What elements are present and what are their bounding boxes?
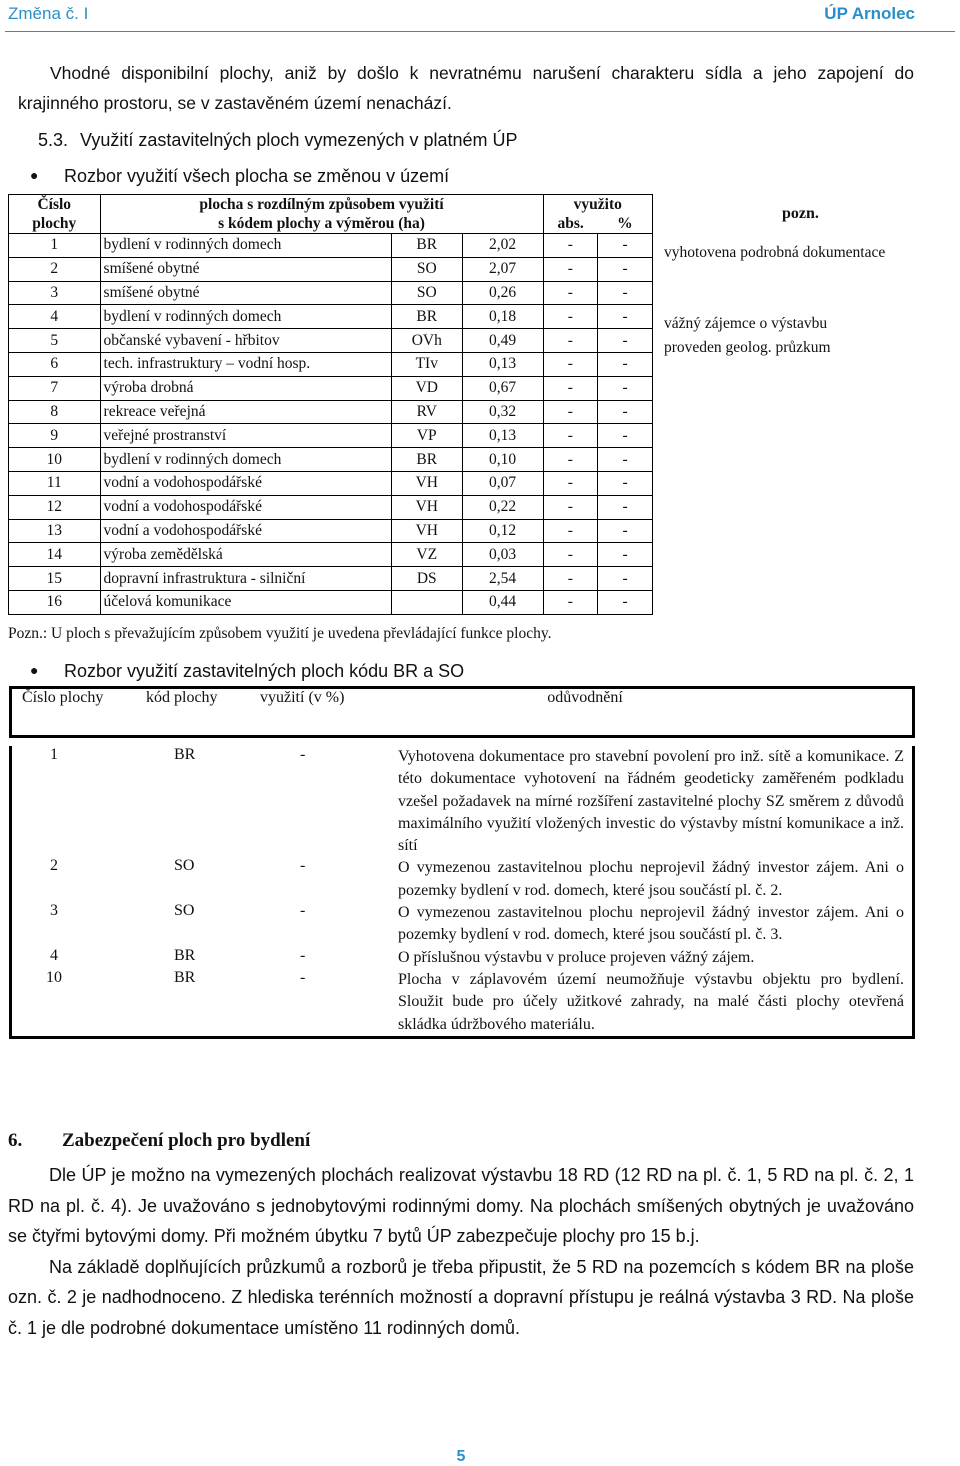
table-row <box>9 590 653 614</box>
cell-abs: - <box>543 590 598 614</box>
cell-number: 1 <box>11 746 147 857</box>
table-row <box>9 281 653 305</box>
section-number: 6. <box>8 1130 23 1151</box>
bullet-1-text: Rozbor využití všech plocha se změnou v území <box>64 166 450 186</box>
cell-area: 0,67 <box>462 376 543 400</box>
cell-pct: - <box>598 376 653 400</box>
section-6-heading <box>8 1130 310 1152</box>
cell-code: SO <box>174 857 195 875</box>
row-note: vážný zájemce o výstavbu <box>664 315 828 333</box>
table-row <box>9 400 653 424</box>
bullet-icon: ● <box>30 167 39 183</box>
cell-area: 0,13 <box>462 424 543 448</box>
bullet-icon: ● <box>30 662 39 678</box>
table-row <box>9 352 653 376</box>
table-row <box>11 902 914 947</box>
paragraph: Na základě doplňujících průzkumů a rozborů je třeba připustit, že 5 RD na pozemcích s kódem BR na ploše ozn. č. 2 je nadhodnoceno. Z hlediska terénních možností a dopravní přístupu je reálná výstavba 3 RD. Na ploše č. 1 je dle podrobné dokumentace umístěno 11 rodinných domů. <box>8 1256 914 1338</box>
cell-abs: - <box>543 329 598 353</box>
br-so-table <box>9 686 915 1039</box>
cell-plot-name: občanské vybavení - hřbitov <box>100 329 391 353</box>
cell-plot-name: vodní a vodohospodářské <box>100 519 391 543</box>
cell-number: 9 <box>9 424 101 448</box>
bullet-2 <box>30 661 464 682</box>
cell-number: 4 <box>9 305 101 329</box>
cell-abs: - <box>543 305 598 329</box>
cell-pct: - <box>598 352 653 376</box>
cell-number: 10 <box>9 448 101 472</box>
page-header <box>0 2 960 30</box>
cell-code: DS <box>392 567 463 591</box>
cell-abs: - <box>543 471 598 495</box>
cell-number: 8 <box>9 400 101 424</box>
cell-plot-name: smíšené obytné <box>100 281 391 305</box>
table-row <box>9 567 653 591</box>
cell-code: TIv <box>392 352 463 376</box>
col-header-use: využití (v %) <box>260 688 398 737</box>
cell-area: 0,26 <box>462 281 543 305</box>
cell-area: 0,12 <box>462 519 543 543</box>
cell-plot-name: veřejné prostranství <box>100 424 391 448</box>
cell-number: 4 <box>11 947 147 969</box>
cell-number: 15 <box>9 567 101 591</box>
cell-abs: - <box>543 281 598 305</box>
table-row <box>9 543 653 567</box>
cell-code: SO <box>392 281 463 305</box>
cell-code: BR <box>392 305 463 329</box>
section-6-body <box>8 1160 914 1343</box>
cell-plot-name: vodní a vodohospodářské <box>100 471 391 495</box>
col-header-note: pozn. <box>782 205 819 222</box>
cell-plot-name: výroba drobná <box>100 376 391 400</box>
cell-code: BR <box>392 234 463 258</box>
cell-use: - <box>300 946 306 964</box>
table-header-row <box>11 688 914 737</box>
table-row <box>9 471 653 495</box>
cell-plot-name: bydlení v rodinných domech <box>100 448 391 472</box>
cell-area: 0,22 <box>462 495 543 519</box>
cell-abs: - <box>543 400 598 424</box>
header-right: ÚP Arnolec <box>824 4 915 23</box>
cell-number: 13 <box>9 519 101 543</box>
cell-number: 3 <box>11 902 147 947</box>
cell-use: - <box>300 857 306 875</box>
cell-reason: Plocha v záplavovém území neumožňuje výstavbu objektu pro bydlení. Sloužit bude pro účely užitkové zahrady, na malé části plochy otevřená skládka údržbového materiálu. <box>398 969 914 1037</box>
cell-pct: - <box>598 257 653 281</box>
cell-reason: Vyhotovena dokumentace pro stavební povolení pro inž. sítě a komunikace. Z této dokumentace vyhotovení na řádném geodeticky zaměřeném podkladu vzešel požadavek na mírné rozšíření zastavitelné plochy SZ směrem z důvodů maximálního využití vložených investic do výstavby místní komunikace a inž. sítí <box>398 746 914 857</box>
cell-plot-name: dopravní infrastruktura - silniční <box>100 567 391 591</box>
cell-number: 2 <box>11 857 147 902</box>
cell-pct: - <box>598 519 653 543</box>
col-header-code: kód plochy <box>146 688 260 737</box>
section-number: 5.3. <box>38 130 69 150</box>
page-number: 5 <box>456 1448 466 1465</box>
cell-area: 2,07 <box>462 257 543 281</box>
cell-area: 0,18 <box>462 305 543 329</box>
cell-number: 7 <box>9 376 101 400</box>
col-header-plot: plocha s rozdílným způsobem využití s kódem plochy a výměrou (ha) <box>100 195 543 234</box>
cell-area: 0,32 <box>462 400 543 424</box>
header-divider <box>5 31 955 32</box>
table-row <box>9 495 653 519</box>
cell-code: VD <box>392 376 463 400</box>
row-note: vyhotovena podrobná dokumentace <box>664 244 886 261</box>
cell-code: BR <box>392 448 463 472</box>
cell-number: 11 <box>9 471 101 495</box>
intro-paragraph: Vhodné disponibilní plochy, aniž by došlo k nevratnému narušení charakteru sídla a jeho zapojení do krajinného prostoru, se v zastavěném území nenachází. <box>18 63 914 113</box>
bullet-2-text: Rozbor využití zastavitelných ploch kódu BR a SO <box>64 661 465 681</box>
cell-reason: O vymezenou zastavitelnou plochu neprojevil žádný investor zájem. Ani o pozemky bydlení v rod. domech, které jsou součástí pl. č. 3. <box>398 902 914 947</box>
cell-abs: - <box>543 448 598 472</box>
cell-plot-name: vodní a vodohospodářské <box>100 495 391 519</box>
cell-code: VH <box>392 495 463 519</box>
cell-code: BR <box>174 746 196 763</box>
cell-code: RV <box>392 400 463 424</box>
table-row <box>11 857 914 902</box>
cell-pct: - <box>598 305 653 329</box>
cell-use: - <box>300 746 306 763</box>
cell-area: 0,10 <box>462 448 543 472</box>
cell-reason: O příslušnou výstavbu v proluce projeven vážný zájem. <box>398 947 914 969</box>
cell-code: OVh <box>392 329 463 353</box>
cell-pct: - <box>598 424 653 448</box>
cell-pct: - <box>598 543 653 567</box>
bullet-1 <box>30 166 449 187</box>
table-row <box>9 329 653 353</box>
cell-pct: - <box>598 329 653 353</box>
section-title: Využití zastavitelných ploch vymezených v platném ÚP <box>80 130 518 150</box>
cell-plot-name: smíšené obytné <box>100 257 391 281</box>
cell-use: - <box>260 969 398 1037</box>
row-note: proveden geolog. průzkum <box>664 339 831 357</box>
cell-number: 3 <box>9 281 101 305</box>
cell-number: 2 <box>9 257 101 281</box>
cell-pct: - <box>598 471 653 495</box>
table-row <box>9 519 653 543</box>
cell-code: VZ <box>392 543 463 567</box>
table-row <box>9 376 653 400</box>
cell-area: 0,49 <box>462 329 543 353</box>
cell-abs: - <box>543 519 598 543</box>
table-row <box>9 448 653 472</box>
cell-code: VH <box>392 471 463 495</box>
cell-code: VP <box>392 424 463 448</box>
section-title: Zabezpečení ploch pro bydlení <box>62 1130 311 1151</box>
cell-pct: - <box>598 448 653 472</box>
cell-abs: - <box>543 495 598 519</box>
table-header-row <box>9 195 653 234</box>
cell-pct: - <box>598 400 653 424</box>
table-row <box>11 947 914 969</box>
cell-abs: - <box>543 567 598 591</box>
cell-code: BR <box>174 946 196 964</box>
cell-abs: - <box>543 257 598 281</box>
cell-abs: - <box>543 543 598 567</box>
cell-reason: O vymezenou zastavitelnou plochu neprojevil žádný investor zájem. Ani o pozemky bydlení v rod. domech, které jsou součástí pl. č. 2. <box>398 857 914 902</box>
table-footnote: Pozn.: U ploch s převažujícím způsobem využití je uvedena převládající funkce plochy. <box>8 625 552 642</box>
table-row <box>9 257 653 281</box>
cell-pct: - <box>598 567 653 591</box>
paragraph: Dle ÚP je možno na vymezených plochách realizovat výstavbu 18 RD (12 RD na pl. č. 1, 5 RD na pl. č. 2, 1 RD na pl. č. 4). Je uvažováno s jednobytovými rodinnými domy. Na plochách smíšených obytných je uvažováno se čtyřmi bytovými domy. Při možném úbytku 7 bytů ÚP zabezpečuje plochy pro 15 b.j. <box>8 1165 914 1246</box>
cell-number: 5 <box>9 329 101 353</box>
section-5-3-heading <box>38 130 518 151</box>
cell-plot-name: účelová komunikace <box>100 590 391 614</box>
cell-number: 16 <box>9 590 101 614</box>
cell-area: 0,03 <box>462 543 543 567</box>
cell-plot-name: tech. infrastruktury – vodní hosp. <box>100 352 391 376</box>
cell-code <box>392 590 463 614</box>
cell-area: 0,07 <box>462 471 543 495</box>
cell-pct: - <box>598 495 653 519</box>
col-header-used: využito abs. % <box>543 195 652 234</box>
cell-pct: - <box>598 281 653 305</box>
cell-abs: - <box>543 352 598 376</box>
cell-code: SO <box>174 902 195 920</box>
cell-number: 10 <box>11 969 147 1037</box>
cell-plot-name: bydlení v rodinných domech <box>100 305 391 329</box>
table-row <box>11 969 914 1037</box>
cell-code: VH <box>392 519 463 543</box>
table-row <box>9 305 653 329</box>
cell-abs: - <box>543 424 598 448</box>
table-row <box>9 424 653 448</box>
table-row <box>9 234 653 258</box>
cell-pct: - <box>598 590 653 614</box>
cell-pct: - <box>598 234 653 258</box>
cell-number: 14 <box>9 543 101 567</box>
cell-abs: - <box>543 234 598 258</box>
cell-area: 2,54 <box>462 567 543 591</box>
cell-plot-name: výroba zemědělská <box>100 543 391 567</box>
cell-number: 6 <box>9 352 101 376</box>
col-header-reason: odůvodnění <box>398 688 914 737</box>
cell-area: 0,13 <box>462 352 543 376</box>
cell-number: 1 <box>9 234 101 258</box>
cell-number: 12 <box>9 495 101 519</box>
cell-area: 0,44 <box>462 590 543 614</box>
cell-plot-name: bydlení v rodinných domech <box>100 234 391 258</box>
col-header-number: Číslo plochy <box>9 195 101 234</box>
cell-plot-name: rekreace veřejná <box>100 400 391 424</box>
header-left: Změna č. I <box>8 4 89 23</box>
cell-use: - <box>300 902 306 920</box>
cell-area: 2,02 <box>462 234 543 258</box>
cell-code: SO <box>392 257 463 281</box>
plots-table <box>8 194 653 615</box>
cell-code: BR <box>146 969 260 1037</box>
col-header-number: Číslo plochy <box>11 688 147 737</box>
cell-abs: - <box>543 376 598 400</box>
table-row <box>11 746 914 857</box>
